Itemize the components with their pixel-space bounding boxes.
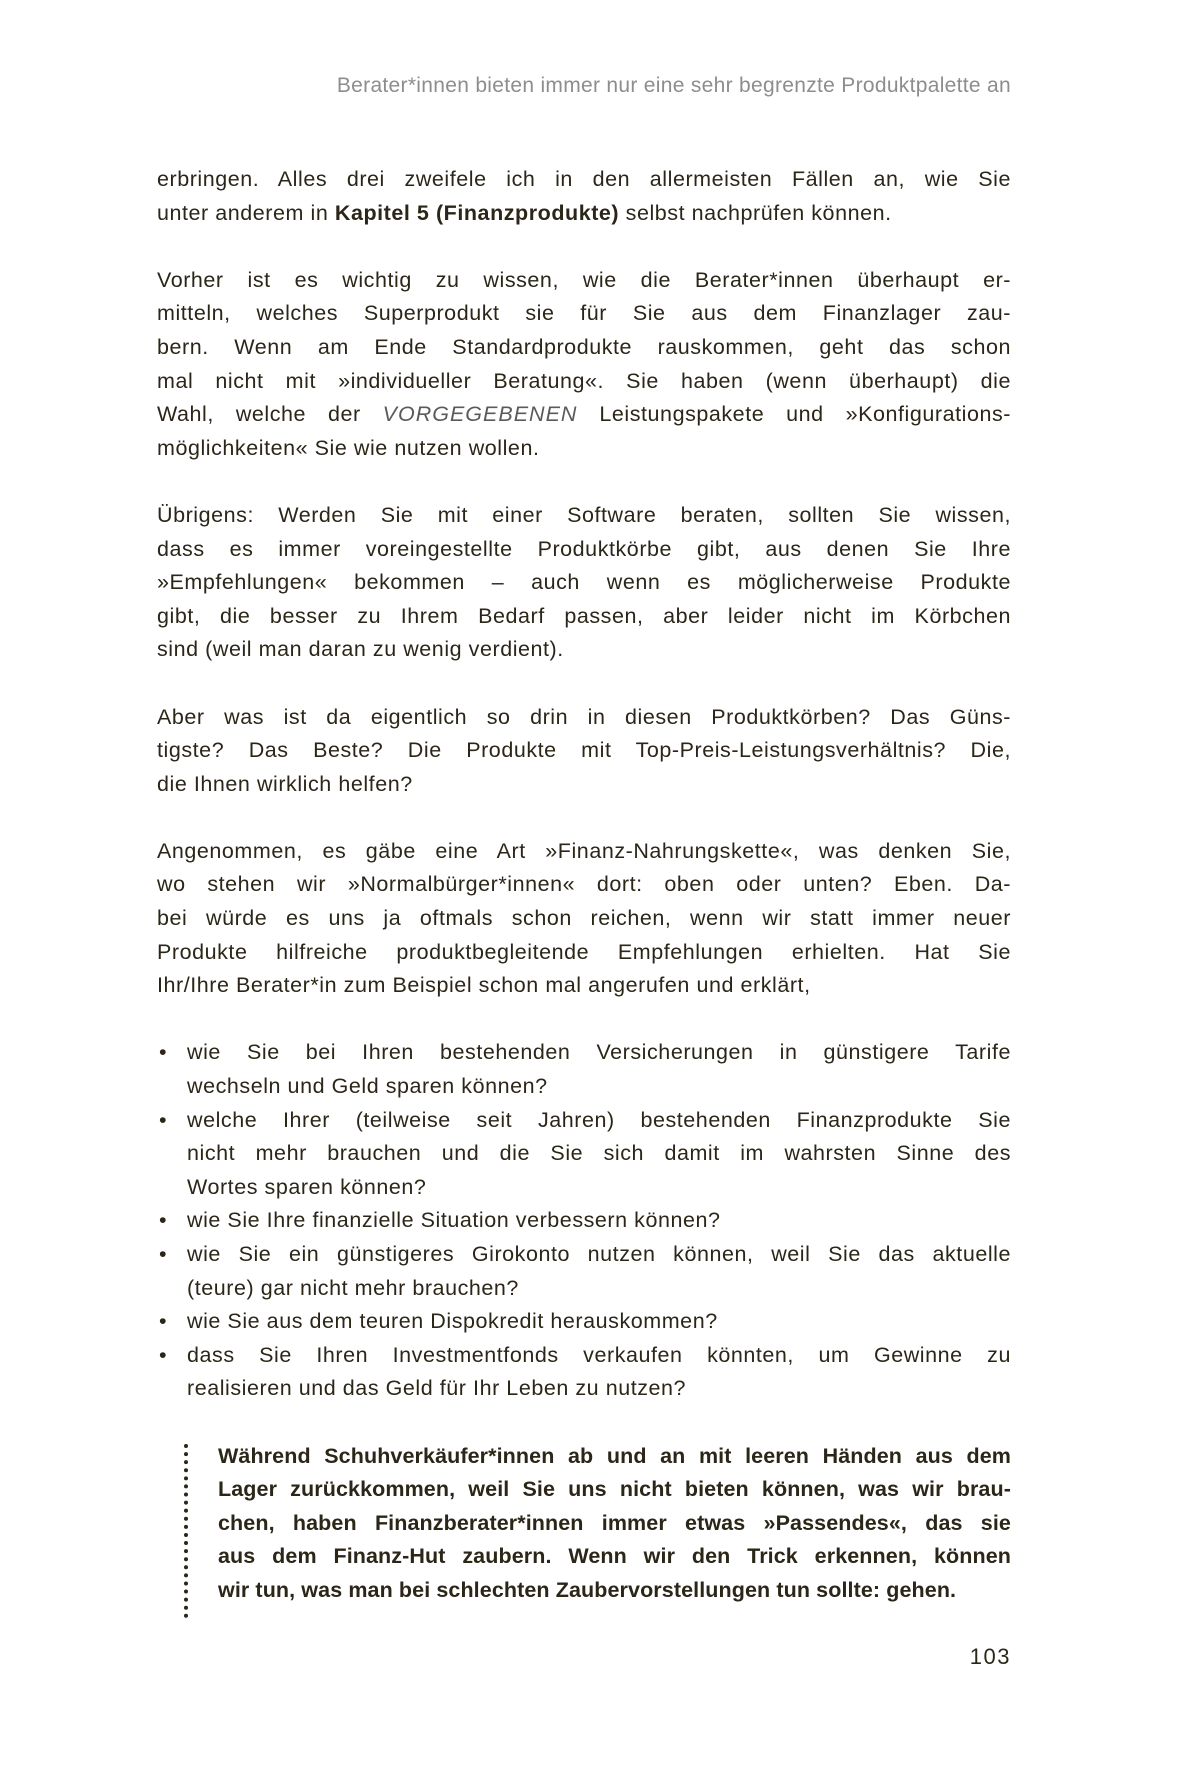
text-line: sind (weil man daran zu wenig verdient). xyxy=(157,637,564,662)
bullet-list xyxy=(157,1036,1011,1406)
callout-box xyxy=(184,1440,1011,1608)
paragraphs xyxy=(157,163,1011,1003)
text-line: • dass Sie Ihren Investmentfonds verkaufen könnten, um Gewinne zu xyxy=(187,1342,1011,1367)
text-line: »Empfehlungen« bekommen – auch wenn es möglicherweise Produkte xyxy=(157,570,1011,595)
body-text xyxy=(157,163,1011,1608)
text-line: Ihr/Ihre Berater*in zum Beispiel schon mal angerufen und erklärt, xyxy=(157,973,811,998)
text-line: nicht mehr brauchen und die Sie sich damit im wahrsten Sinne des xyxy=(187,1141,1011,1166)
text-line: wir tun, was man bei schlechten Zaubervorstellungen tun sollte: gehen. xyxy=(218,1577,957,1602)
paragraph xyxy=(157,835,1011,1003)
text-line: bern. Wenn am Ende Standardprodukte rauskommen, geht das schon xyxy=(157,334,1011,359)
running-head: Berater*innen bieten immer nur eine sehr begrenzte Produktpalette an xyxy=(336,74,1011,97)
text-line: • welche Ihrer (teilweise seit Jahren) bestehenden Finanzprodukte Sie xyxy=(187,1107,1011,1132)
bold-reference: Kapitel 5 (Finanzprodukte) xyxy=(334,200,620,225)
paragraph xyxy=(157,163,1011,230)
text-line: wo stehen wir »Normalbürger*innen« dort: oben oder unten? Eben. Da- xyxy=(157,872,1011,897)
text-line: Wortes sparen können? xyxy=(187,1174,427,1199)
emphasis-text: VORGEGEBENEN xyxy=(382,402,578,427)
text-line: gibt, die besser zu Ihrem Bedarf passen, aber leider nicht im Körbchen xyxy=(157,603,1011,628)
text-segment: unter anderem in xyxy=(157,200,335,225)
text-line: wechseln und Geld sparen können? xyxy=(187,1074,548,1099)
text-line xyxy=(157,197,1011,231)
text-line: Lager zurückkommen, weil Sie uns nicht bieten können, was wir brau- xyxy=(218,1477,1011,1502)
text-segment: Leistungspakete und »Konfigurations- xyxy=(577,402,1011,427)
text-line: • wie Sie bei Ihren bestehenden Versicherungen in günstigere Tarife xyxy=(187,1040,1011,1065)
page-number: 103 xyxy=(969,1644,1011,1669)
paragraph xyxy=(157,264,1011,466)
text-segment: Wahl, welche der xyxy=(157,402,383,427)
text-line: • wie Sie aus dem teuren Dispokredit herauskommen? xyxy=(187,1309,718,1334)
list-item xyxy=(157,1104,1011,1205)
text-line: bei würde es uns ja oftmals schon reichen, wenn wir statt immer neuer xyxy=(157,906,1011,931)
text-line: Angenommen, es gäbe eine Art »Finanz-Nahrungskette«, was denken Sie, xyxy=(157,838,1011,863)
text-line: die Ihnen wirklich helfen? xyxy=(157,771,413,796)
text-line xyxy=(157,398,1011,432)
text-line: Vorher ist es wichtig zu wissen, wie die Berater*innen überhaupt er- xyxy=(157,267,1011,292)
text-line: chen, haben Finanzberater*innen immer etwas »Passendes«, das sie xyxy=(218,1510,1011,1535)
text-line: mitteln, welches Superprodukt sie für Sie aus dem Finanzlager zau- xyxy=(157,301,1011,326)
text-line: (teure) gar nicht mehr brauchen? xyxy=(187,1275,519,1300)
list-item xyxy=(157,1238,1011,1305)
text-line: dass es immer voreingestellte Produktkörbe gibt, aus denen Sie Ihre xyxy=(157,536,1011,561)
text-line: erbringen. Alles drei zweifele ich in den allermeisten Fällen an, wie Sie xyxy=(157,167,1011,191)
text-line: mal nicht mit »individueller Beratung«. Sie haben (wenn überhaupt) die xyxy=(157,368,1011,393)
list-item xyxy=(157,1204,1011,1238)
text-line: • wie Sie Ihre finanzielle Situation verbessern können? xyxy=(187,1208,721,1233)
text-segment: selbst nachprüfen können. xyxy=(619,200,892,225)
text-line: Aber was ist da eigentlich so drin in diesen Produktkörben? Das Güns- xyxy=(157,704,1011,729)
text-line: Während Schuhverkäufer*innen ab und an mit leeren Händen aus dem xyxy=(218,1443,1011,1468)
text-line: • wie Sie ein günstigeres Girokonto nutzen können, weil Sie das aktuelle xyxy=(187,1242,1011,1266)
text-line: möglichkeiten« Sie wie nutzen wollen. xyxy=(157,435,540,460)
list-item xyxy=(157,1036,1011,1103)
paragraph xyxy=(157,499,1011,667)
text-line: Übrigens: Werden Sie mit einer Software beraten, sollten Sie wissen, xyxy=(157,502,1011,527)
text-line: aus dem Finanz-Hut zaubern. Wenn wir den Trick erkennen, können xyxy=(218,1544,1011,1569)
list-item xyxy=(157,1339,1011,1406)
list-item xyxy=(157,1305,1011,1339)
text-line: realisieren und das Geld für Ihr Leben zu nutzen? xyxy=(187,1376,687,1401)
text-line: tigste? Das Beste? Die Produkte mit Top-Preis-Leistungsverhältnis? Die, xyxy=(157,738,1011,763)
paragraph xyxy=(157,701,1011,802)
text-line: Produkte hilfreiche produktbegleitende Empfehlungen erhielten. Hat Sie xyxy=(157,939,1011,964)
